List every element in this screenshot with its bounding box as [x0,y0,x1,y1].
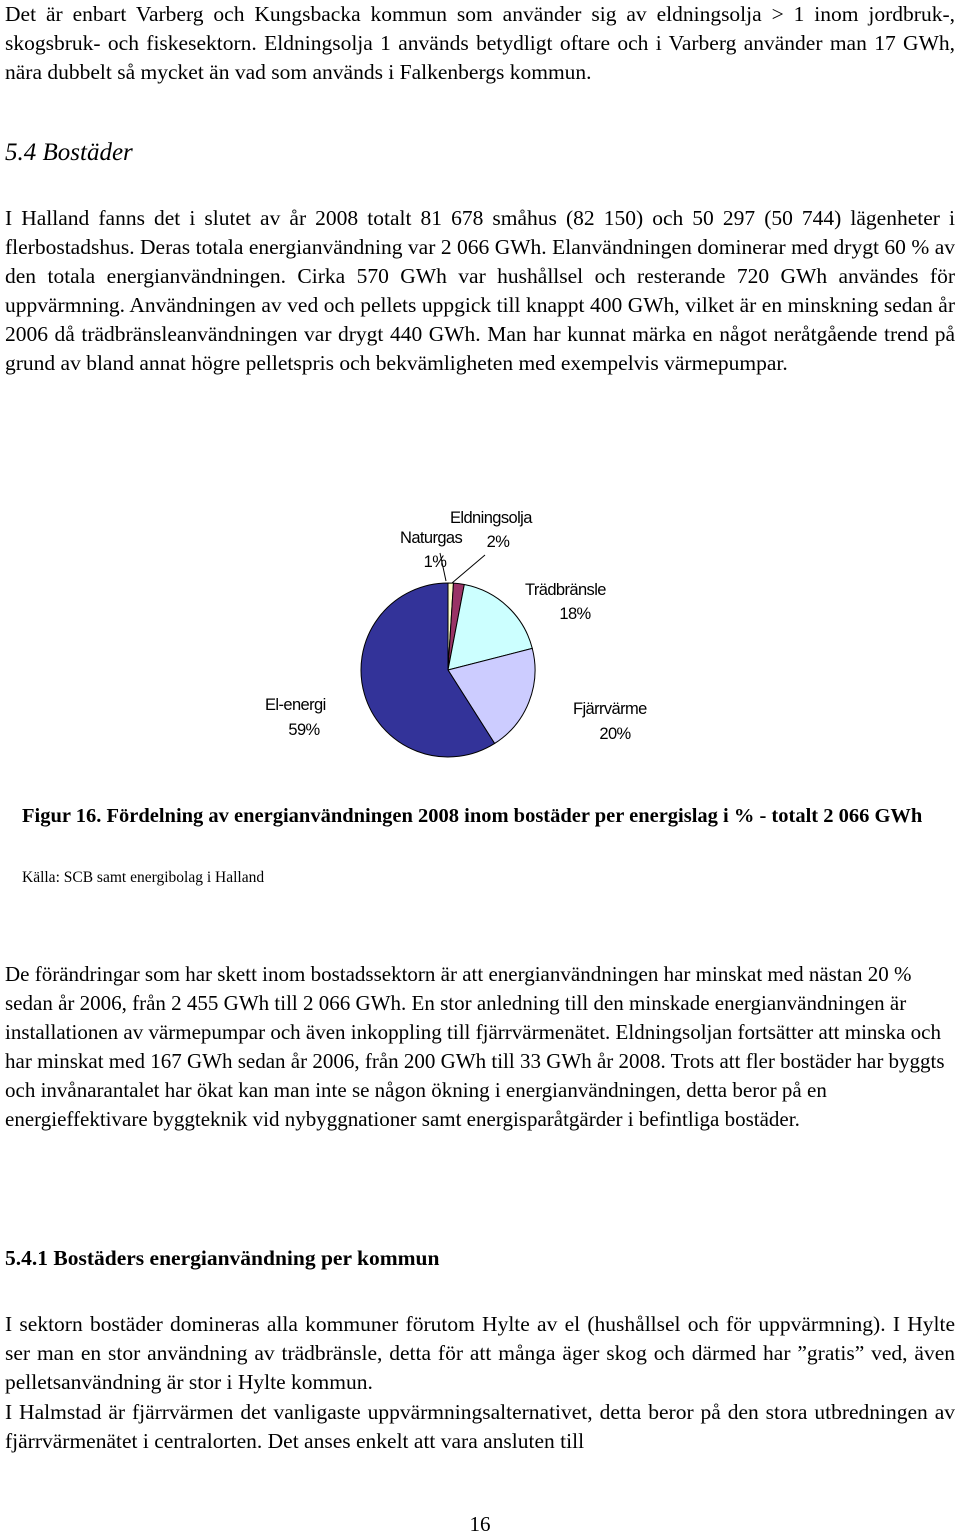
pie-value-naturgas: 1% [423,553,447,571]
figure-source: Källa: SCB samt energibolag i Halland [22,869,265,886]
pie-value-eldningsolja: 2% [486,533,510,551]
pie-chart-svg [240,495,720,785]
pie-label-eldningsolja: Eldningsolja [450,509,532,527]
change-paragraph: De förändringar som har skett inom bostadssektorn är att energianvändningen har minskat med nästan 20 % sedan år 2006, från 2 455 GWh till 2 066 GWh. En stor anledning till den minskade energianvändningen är installationen av värmepumpar och även inkoppling till fjärrvärmenätet. Eldningsoljan fortsätter att minska och har minskat med 167 GWh sedan år 2006, från 200 GWh till 33 GWh år 2008. Trots att fler bostäder har byggts och invånarantalet har ökat kan man inte se någon ökning i energianvändningen, detta beror på en energieffektivare byggteknik vid nybyggnationer samt energisparåtgärder i befintliga bostäder. [5,962,945,1131]
pie-label-el-energi: El-energi [265,696,326,714]
section-5-4-1-body-1: I sektorn bostäder domineras alla kommuner förutom Hylte av el (hushållsel och för uppvärmning). I Hylte ser man en stor användning av trädbränsle, detta för att många äger skog och därmed har ”gratis” ved, även pelletsanvändning är stor i Hylte kommun. [5,1312,955,1394]
pie-label-trädbränsle: Trädbränsle [525,581,606,599]
figure-caption: Figur 16. Fördelning av energianvändningen 2008 inom bostäder per energislag i % - totalt 2 066 GWh [22,805,923,827]
pie-value-el-energi: 59% [288,721,320,739]
section-heading-5-4: 5.4 Bostäder [5,139,133,166]
section-5-4-body: I Halland fanns det i slutet av år 2008 totalt 81 678 småhus (82 150) och 50 297 (50 744) lägenheter i flerbostadshus. Deras totala energianvändning var 2 066 GWh. Elanvändningen dominerar med drygt 60 % av den totala energianvändningen. Cirka 570 GWh var hushållsel och resterande 720 GWh användes för uppvärmning. Användningen av ved och pellets uppgick till knappt 400 GWh, vilket är en minskning sedan år 2006 då trädbränsleanvändningen var drygt 440 GWh. Man har kunnat märka en något neråtgående trend på grund av bland annat högre pelletspris och bekvämligheten med exempelvis värmepumpar. [5,206,955,375]
intro-paragraph: Det är enbart Varberg och Kungsbacka kommun som använder sig av eldningsolja > 1 inom jordbruk-, skogsbruk- och fiskesektorn. Eldningsolja 1 används betydligt oftare och i Varberg använder man 17 GWh, nära dubbelt så mycket än vad som används i Falkenbergs kommun. [5,2,955,84]
pie-value-fjärrvärme: 20% [599,725,631,743]
section-5-4-1-body-2: I Halmstad är fjärrvärmen det vanligaste uppvärmningsalternativet, detta beror på den stora utbredningen av fjärrvärmenätet i centralorten. Det anses enkelt att vara ansluten till [5,1400,955,1453]
pie-value-trädbränsle: 18% [559,605,591,623]
page-number: 16 [469,1512,491,1536]
pie-label-naturgas: Naturgas [400,529,463,547]
section-heading-5-4-1: 5.4.1 Bostäders energianvändning per kommun [5,1246,440,1270]
leader-line-eldningsolja [452,555,485,583]
pie-label-fjärrvärme: Fjärrvärme [573,700,647,718]
pie-chart [240,495,720,785]
